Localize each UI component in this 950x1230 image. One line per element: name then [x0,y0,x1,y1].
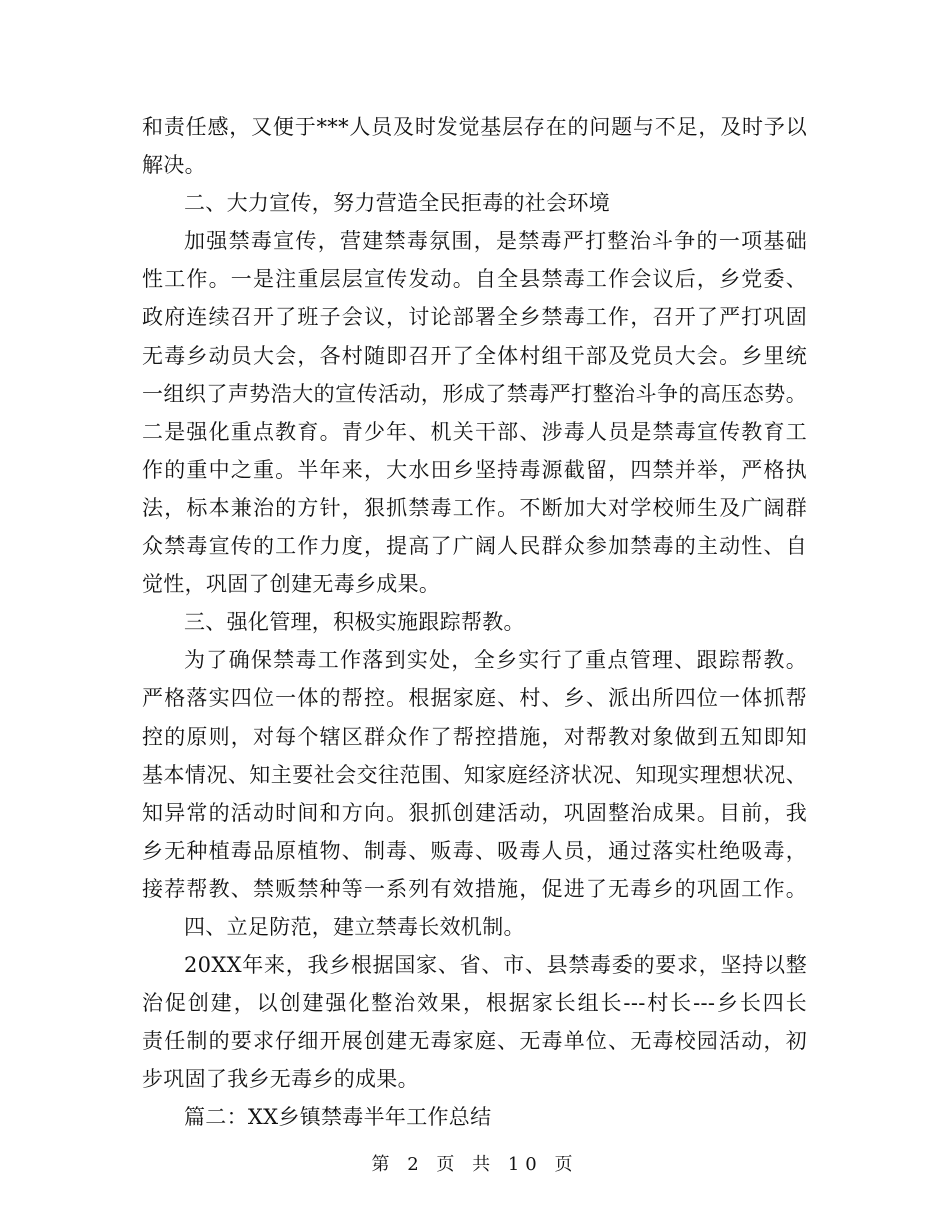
text-line: 篇二：XX乡镇禁毒半年工作总结 [184,1105,492,1130]
text-line: 乡无种植毒品原植物、制毒、贩毒、吸毒人员，通过落实杜绝吸毒， [142,838,807,863]
text-line: 基本情况、知主要社会交往范围、知家庭经济状况、知现实理想状况、 [142,762,807,787]
text-line: 觉性，巩固了创建无毒乡成果。 [142,572,441,597]
text-line: 为了确保禁毒工作落到实处，全乡实行了重点管理、跟踪帮教。 [184,648,807,673]
text-line: 步巩固了我乡无毒乡的成果。 [142,1067,419,1092]
text-line: 控的原则，对每个辖区群众作了帮控措施，对帮教对象做到五知即知 [142,724,807,749]
text-line: 接荐帮教、禁贩禁种等一系列有效措施，促进了无毒乡的巩固工作。 [142,876,807,901]
text-line: 众禁毒宣传的工作力度，提高了广阔人民群众参加禁毒的主动性、自 [142,534,807,559]
text-line: 和责任感，又便于***人员及时发觉基层存在的问题与不足，及时予以 [142,115,807,139]
text-line: 加强禁毒宣传，营建禁毒氛围，是禁毒严打整治斗争的一项基础 [184,229,807,254]
text-line: 性工作。一是注重层层宣传发动。自全县禁毒工作会议后，乡党委、 [142,267,807,292]
text-line: 解决。 [142,153,206,178]
text-line: 法，标本兼治的方针，狠抓禁毒工作。不断加大对学校师生及广阔群 [142,495,807,520]
text-line: 知异常的活动时间和方向。狠抓创建活动，巩固整治成果。目前，我 [142,800,807,825]
text-line: 无毒乡动员大会，各村随即召开了全体村组干部及党员大会。乡里统 [142,343,807,368]
document-body [142,108,807,1137]
text-line: 二、大力宣传，努力营造全民拒毒的社会环境 [184,191,610,216]
text-line: 治促创建，以创建强化整治效果，根据家长组长---村长---乡长四长 [142,991,807,1016]
text-line: 三、强化管理，积极实施跟踪帮教。 [184,610,525,635]
text-line: 一组织了声势浩大的宣传活动，形成了禁毒严打整治斗争的高压态势。 [142,381,807,406]
text-line: 责任制的要求仔细开展创建无毒家庭、无毒单位、无毒校园活动，初 [142,1029,807,1054]
text-line: 严格落实四位一体的帮控。根据家庭、村、乡、派出所四位一体抓帮 [142,686,807,711]
text-line: 二是强化重点教育。青少年、机关干部、涉毒人员是禁毒宣传教育工 [142,419,807,444]
text-line: 作的重中之重。半年来，大水田乡坚持毒源截留，四禁并举，严格执 [142,457,807,482]
text-line: 四、立足防范，建立禁毒长效机制。 [184,914,525,939]
text-line: 政府连续召开了班子会议，讨论部署全乡禁毒工作，召开了严打巩固 [142,305,807,330]
page-footer: 第 2 页 共 10 页 [371,1154,579,1175]
text-line: 20XX年来，我乡根据国家、省、市、县禁毒委的要求，坚持以整 [184,953,807,978]
